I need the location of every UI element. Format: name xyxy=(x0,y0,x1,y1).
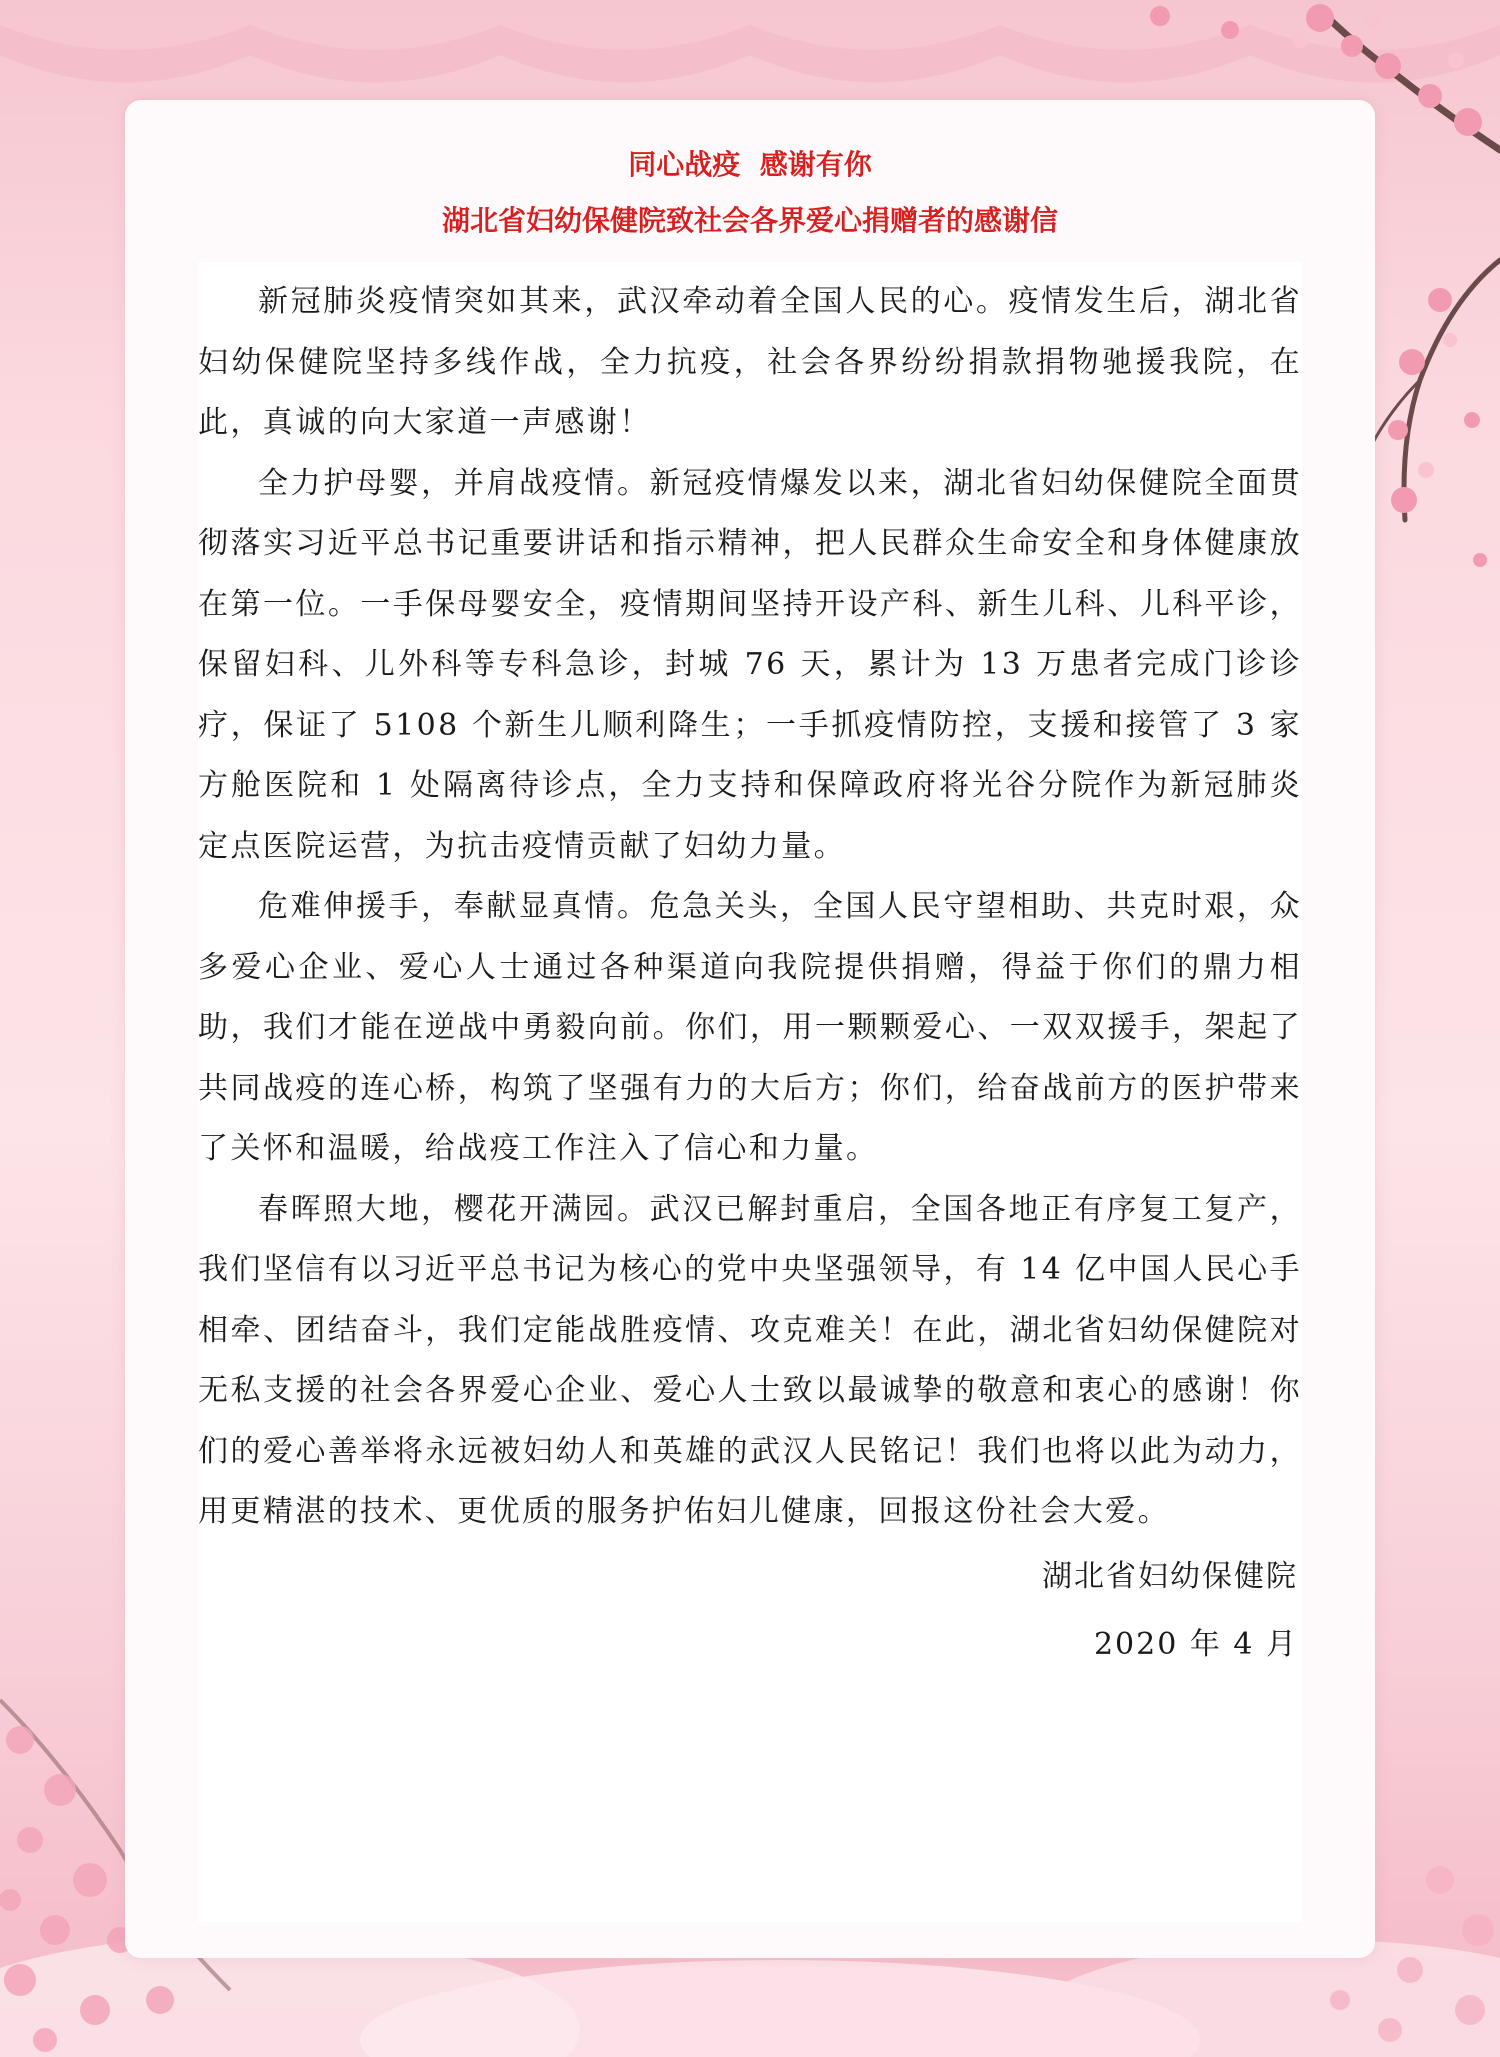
letter-body xyxy=(198,262,1302,1922)
letter-header xyxy=(125,137,1375,249)
signature: 湖北省妇幼保健院 xyxy=(1042,1558,1298,1594)
cherry-branch xyxy=(1404,260,1500,520)
paragraph: 春晖照大地，樱花开满园。武汉已解封重启，全国各地正有序复工复产，我们坚信有以习近平总书记为核心的党中央坚强领导，有 14 亿中国人民心手相牵、团结奋斗，我们定能战胜疫情、攻克难关！在此，湖北省妇幼保健院对无私支援的社会各界爱心企业、爱心人士致以最诚挚的敬意和衷心的感谢！你们的爱心善举将永远被妇幼人和英雄的武汉人民铭记！我们也将以此为动力，用更精湛的技术、更优质的服务护佑妇儿健康，回报这份社会大爱。 xyxy=(198,1191,1302,1529)
curtain-swag xyxy=(0,0,1500,50)
main-title: 同心战疫 感谢有你 xyxy=(628,148,872,181)
cloud xyxy=(360,1960,1200,2057)
date: 2020 年 4 月 xyxy=(1093,1626,1298,1662)
paragraph: 全力护母婴，并肩战疫情。新冠疫情爆发以来，湖北省妇幼保健院全面贯彻落实习近平总书记重要讲话和指示精神，把人民群众生命安全和身体健康放在第一位。一手保母婴安全，疫情期间坚持开设产科、新生儿科、儿科平诊，保留妇科、儿外科等专科急诊，封城 76 天，累计为 13 万患者完成门诊诊疗，保证了 5108 个新生儿顺利降生；一手抓疫情防控，支援和接管了 3 家方舱医院和 1 处隔离待诊点，全力支持和保障政府将光谷分院作为新冠肺炎定点医院运营，为抗击疫情贡献了妇幼力量。 xyxy=(198,465,1302,864)
paragraph: 危难伸援手，奉献显真情。危急关头，全国人民守望相助、共克时艰，众多爱心企业、爱心人士通过各种渠道向我院提供捐赠，得益于你们的鼎力相助，我们才能在逆战中勇毅向前。你们，用一颗颗爱心、一双双援手，架起了共同战疫的连心桥，构筑了坚强有力的大后方；你们，给奋战前方的医护带来了关怀和温暖，给战疫工作注入了信心和力量。 xyxy=(198,889,1302,1166)
sub-title: 湖北省妇幼保健院致社会各界爱心捐赠者的感谢信 xyxy=(441,204,1058,237)
paragraph: 新冠肺炎疫情突如其来，武汉牵动着全国人民的心。疫情发生后，湖北省妇幼保健院坚持多线作战，全力抗疫，社会各界纷纷捐款捐物驰援我院，在此，真诚的向大家道一声感谢！ xyxy=(198,284,1302,440)
curtain-swag xyxy=(0,0,1500,83)
